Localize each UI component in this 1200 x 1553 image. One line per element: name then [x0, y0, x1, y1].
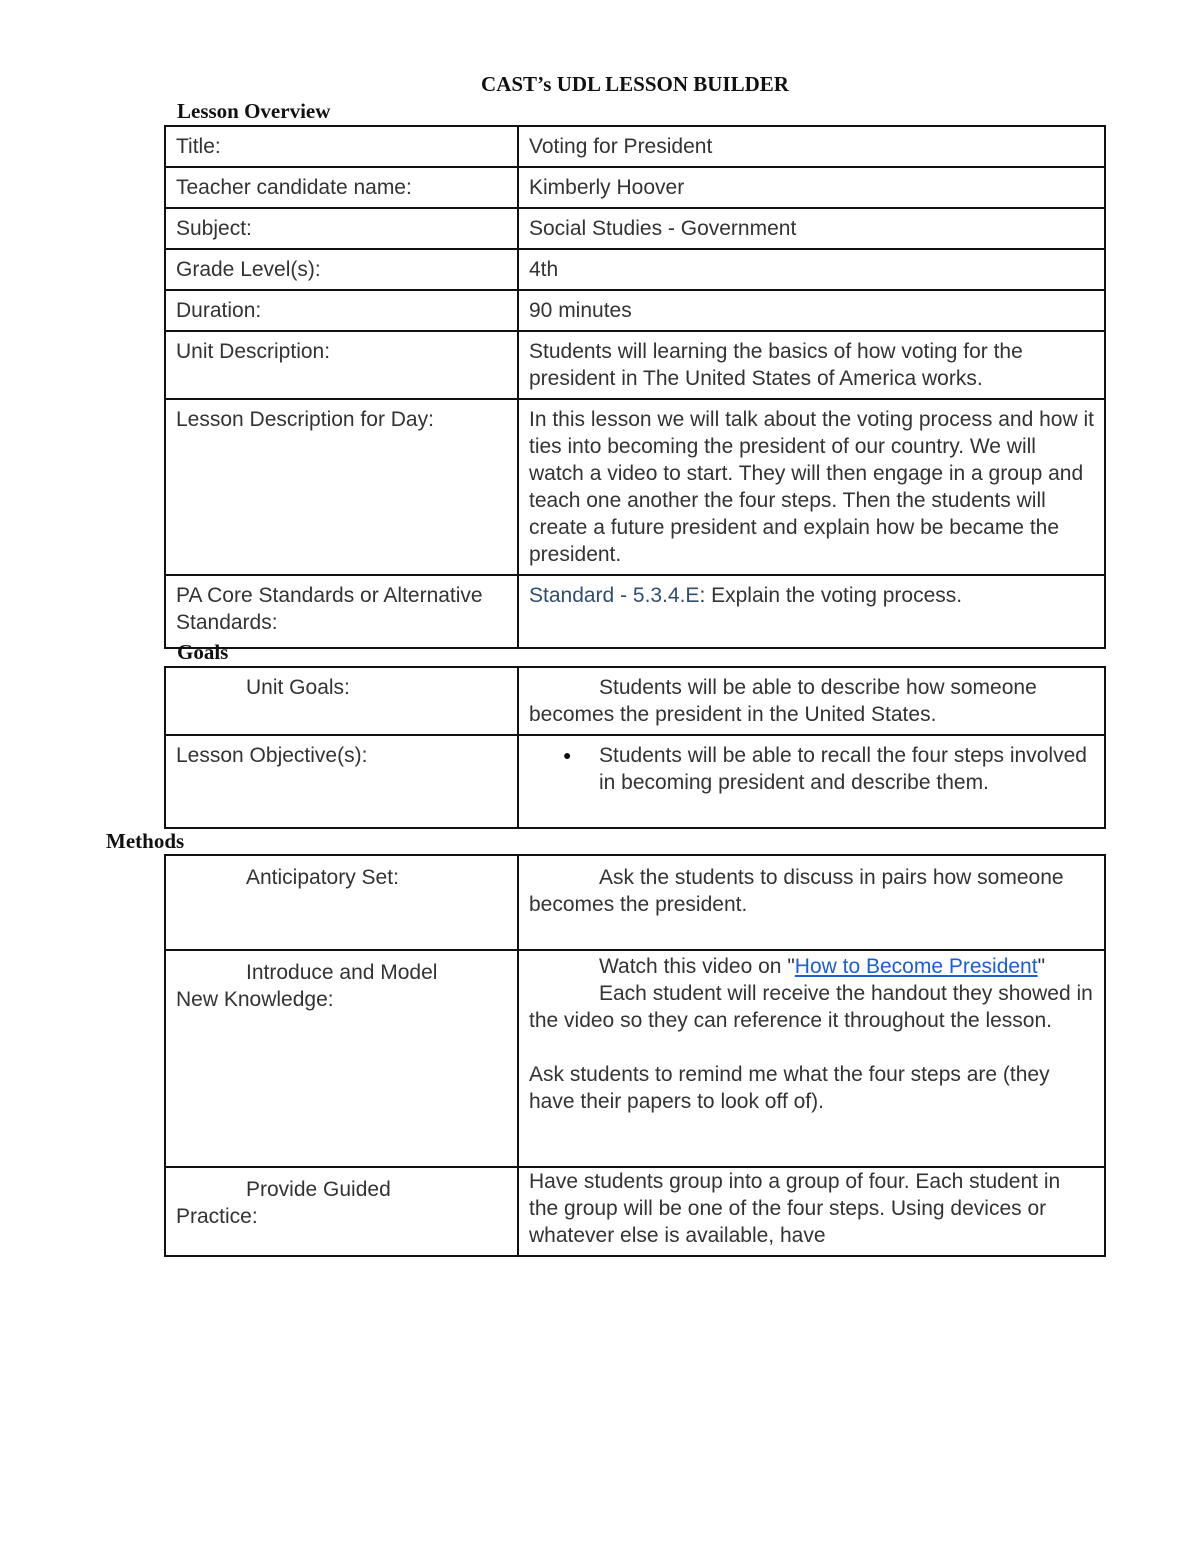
duration-value: 90 minutes — [518, 290, 1105, 331]
table-row — [165, 290, 1105, 331]
introduce-paragraph-3: Ask students to remind me what the four steps are (they have their papers to look off of). — [529, 1063, 1050, 1113]
introduce-paragraph-2: Each student will receive the handout they showed in the video so they can reference it throughout the lesson. — [529, 982, 1093, 1032]
lesson-description-value: In this lesson we will talk about the voting process and how it ties into becoming the president of our country. We will watch a video to start. They will then engage in a group and teach one another the four steps. Then the students will create a future president and explain how be became the president. — [518, 399, 1105, 575]
table-row — [165, 667, 1105, 735]
table-row — [165, 331, 1105, 399]
table-row — [165, 167, 1105, 208]
objectives-label: Lesson Objective(s): — [165, 735, 518, 828]
standard-text: : Explain the voting process. — [699, 584, 963, 607]
table-row — [165, 399, 1105, 575]
anticipatory-label: Anticipatory Set: — [165, 855, 518, 950]
table-row — [165, 208, 1105, 249]
methods-heading: Methods — [106, 829, 185, 853]
introduce-label: Introduce and Model New Knowledge: — [165, 950, 518, 1167]
teacher-label: Teacher candidate name: — [165, 167, 518, 208]
title-label: Title: — [165, 126, 518, 167]
guided-practice-value: Have students group into a group of four. Each student in the group will be one of the four steps. Using devices or whatever else is available, have — [518, 1167, 1105, 1256]
table-row — [165, 735, 1105, 828]
standards-value — [518, 575, 1105, 648]
goals-table — [164, 666, 1106, 829]
subject-value: Social Studies - Government — [518, 208, 1105, 249]
table-row — [165, 950, 1105, 1167]
guided-practice-label: Provide Guided Practice: — [165, 1167, 518, 1256]
lesson-description-label: Lesson Description for Day: — [165, 399, 518, 575]
duration-label: Duration: — [165, 290, 518, 331]
introduce-paragraph-1: Watch this video on "How to Become President" — [599, 955, 1046, 978]
goals-heading: Goals — [177, 640, 229, 664]
table-row — [165, 126, 1105, 167]
methods-table — [164, 854, 1106, 1257]
standards-label: PA Core Standards or Alternative Standards: — [165, 575, 518, 648]
anticipatory-value: Ask the students to discuss in pairs how someone becomes the president. — [518, 855, 1105, 950]
grade-label: Grade Level(s): — [165, 249, 518, 290]
teacher-value: Kimberly Hoover — [518, 167, 1105, 208]
standard-link[interactable]: Standard - 5.3.4.E — [529, 584, 700, 607]
lesson-overview-heading: Lesson Overview — [177, 99, 331, 123]
grade-value: 4th — [518, 249, 1105, 290]
video-link[interactable]: How to Become President — [794, 955, 1038, 978]
introduce-value — [518, 950, 1105, 1167]
lesson-overview-table — [164, 125, 1106, 649]
table-row — [165, 1167, 1105, 1256]
unit-description-label: Unit Description: — [165, 331, 518, 399]
subject-label: Subject: — [165, 208, 518, 249]
unit-goals-label: Unit Goals: — [165, 667, 518, 735]
table-row — [165, 575, 1105, 648]
document-title: CAST’s UDL LESSON BUILDER — [481, 72, 789, 96]
unit-goals-value: Students will be able to describe how someone becomes the president in the United States. — [518, 667, 1105, 735]
title-value: Voting for President — [518, 126, 1105, 167]
list-item: ● Students will be able to recall the four steps involved in becoming president and describe them. — [599, 742, 1094, 796]
unit-description-value: Students will learning the basics of how voting for the president in The United States of America works. — [518, 331, 1105, 399]
objectives-value — [518, 735, 1105, 828]
table-row — [165, 855, 1105, 950]
table-row — [165, 249, 1105, 290]
